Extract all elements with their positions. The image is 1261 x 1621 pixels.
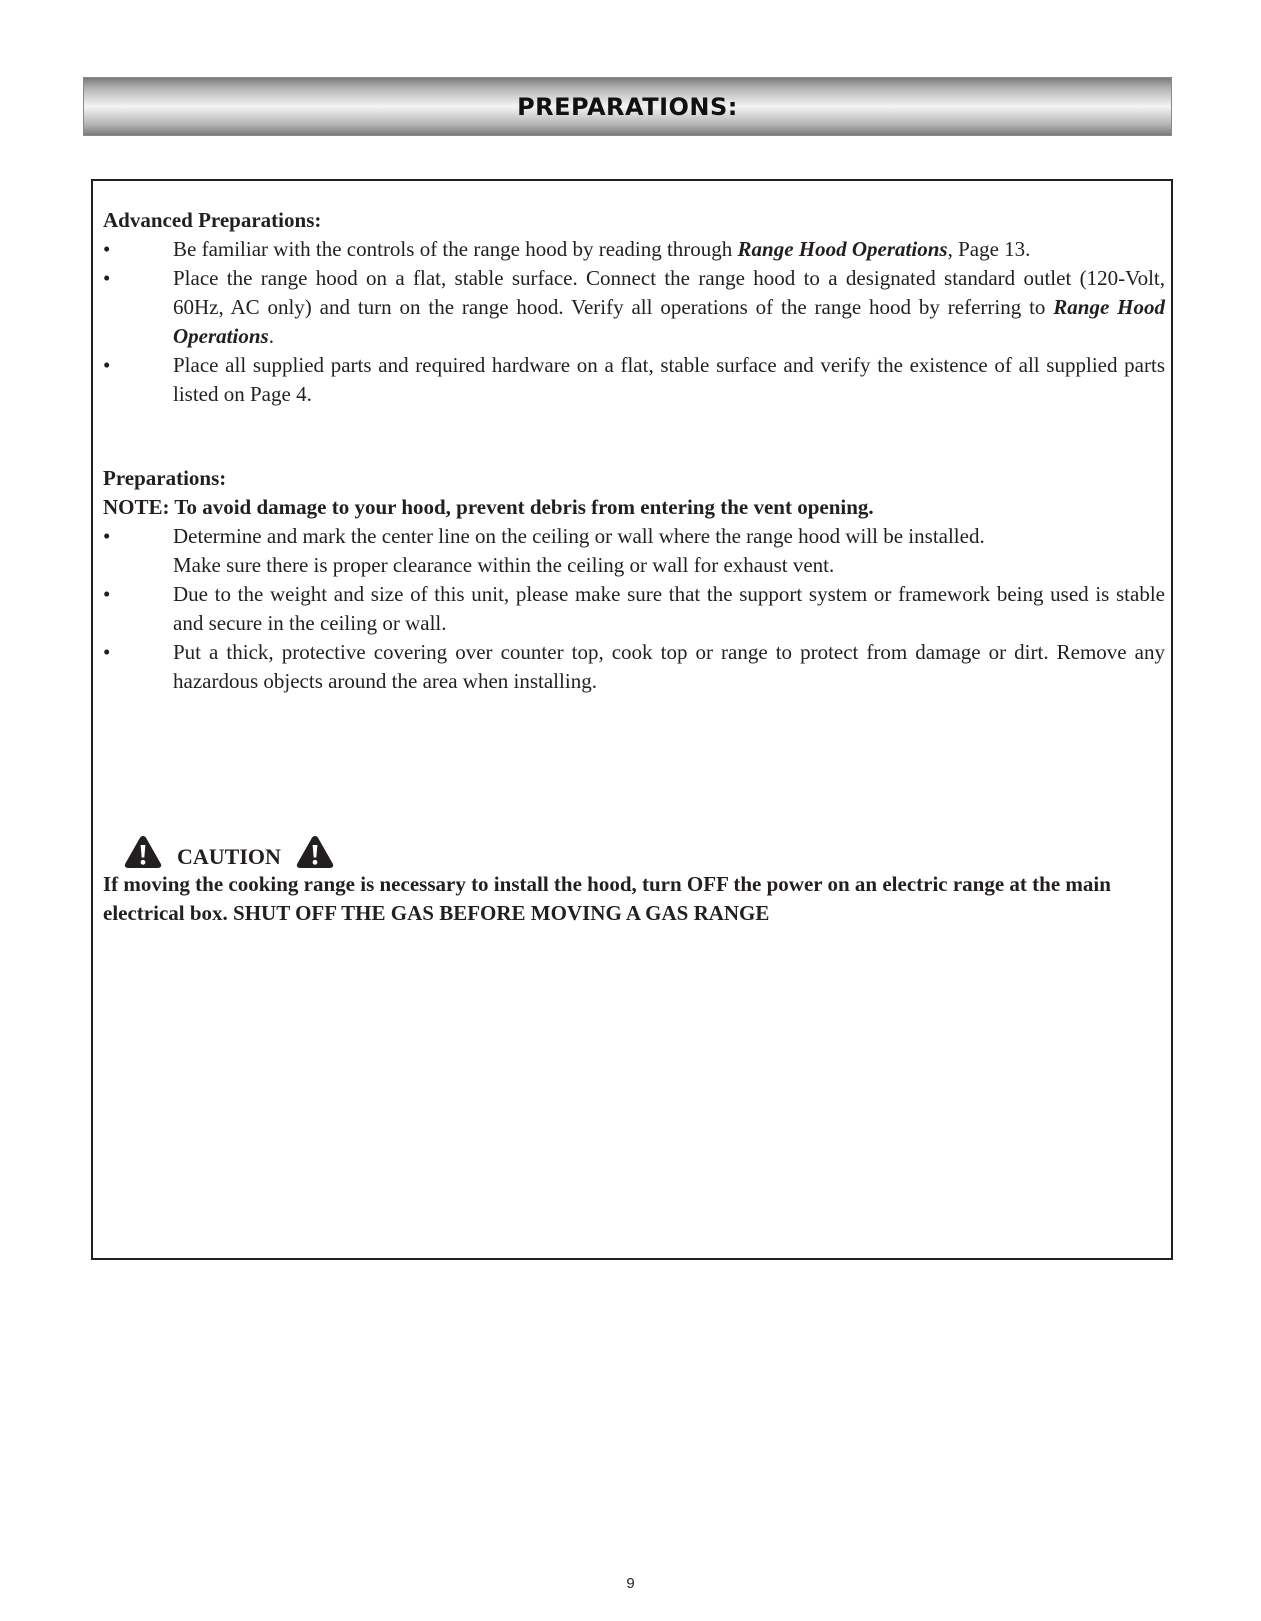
bullet-marker: • [103, 353, 111, 377]
list-item-text-part: . [268, 324, 274, 348]
warning-triangle-icon [123, 834, 163, 870]
list-item-text [173, 264, 1165, 351]
bullet-marker: • [103, 640, 111, 664]
list-item-text: Place all supplied parts and required hardware on a flat, stable surface and verify the existence of all supplied parts listed on Page 4. [173, 353, 1165, 406]
list-item-text: Determine and mark the center line on the ceiling or wall where the range hood will be installed. [173, 524, 985, 548]
list-item [103, 351, 1165, 409]
bullet-marker: • [103, 266, 111, 290]
list-item-text: Put a thick, protective covering over counter top, cook top or range to protect from damage or dirt. Remove any hazardous objects around the area when installing. [173, 640, 1165, 693]
list-item [103, 638, 1165, 696]
note-text: NOTE: To avoid damage to your hood, prevent debris from entering the vent opening. [103, 495, 874, 519]
page-title: PREPARATIONS: [517, 92, 738, 121]
bullet-marker: • [103, 524, 111, 548]
section-banner [83, 77, 1172, 136]
preparations-section [103, 464, 1165, 696]
list-item-text-part: Be familiar with the controls of the range hood by reading through [173, 237, 738, 261]
list-item-text [173, 235, 1165, 264]
advanced-preparations-section [103, 206, 1165, 409]
list-item [103, 522, 1165, 580]
list-item [103, 264, 1165, 351]
page-number: 9 [626, 1575, 635, 1592]
preparations-heading: Preparations: [103, 466, 227, 490]
caution-text: If moving the cooking range is necessary to install the hood, turn OFF the power on an electric range at the main electrical box. SHUT OFF THE GAS BEFORE MOVING A GAS RANGE [103, 872, 1111, 925]
bullet-marker: • [103, 582, 111, 606]
list-item [103, 235, 1165, 264]
list-item-text: Due to the weight and size of this unit, please make sure that the support system or framework being used is stable and secure in the ceiling or wall. [173, 582, 1165, 635]
list-item-text: Make sure there is proper clearance within the ceiling or wall for exhaust vent. [173, 553, 835, 577]
range-hood-operations-reference: Range Hood Operations [737, 237, 948, 261]
advanced-preparations-heading: Advanced Preparations: [103, 208, 322, 232]
content-box [91, 179, 1173, 1260]
list-item [103, 580, 1165, 638]
list-item-text-part: Place the range hood on a flat, stable surface. Connect the range hood to a designated standard outlet (120-Volt, 60Hz, AC only) and turn on the range hood. Verify all operations of the range hood by referring to [173, 266, 1165, 319]
caution-label: CAUTION [177, 844, 281, 869]
range-hood-operations-reference: Range Hood Operations [173, 295, 1166, 348]
list-item-text-part: , Page 13. [947, 237, 1031, 261]
caution-block [103, 826, 1165, 928]
bullet-marker: • [103, 237, 111, 261]
warning-triangle-icon [295, 834, 335, 870]
caution-header [103, 826, 1165, 870]
